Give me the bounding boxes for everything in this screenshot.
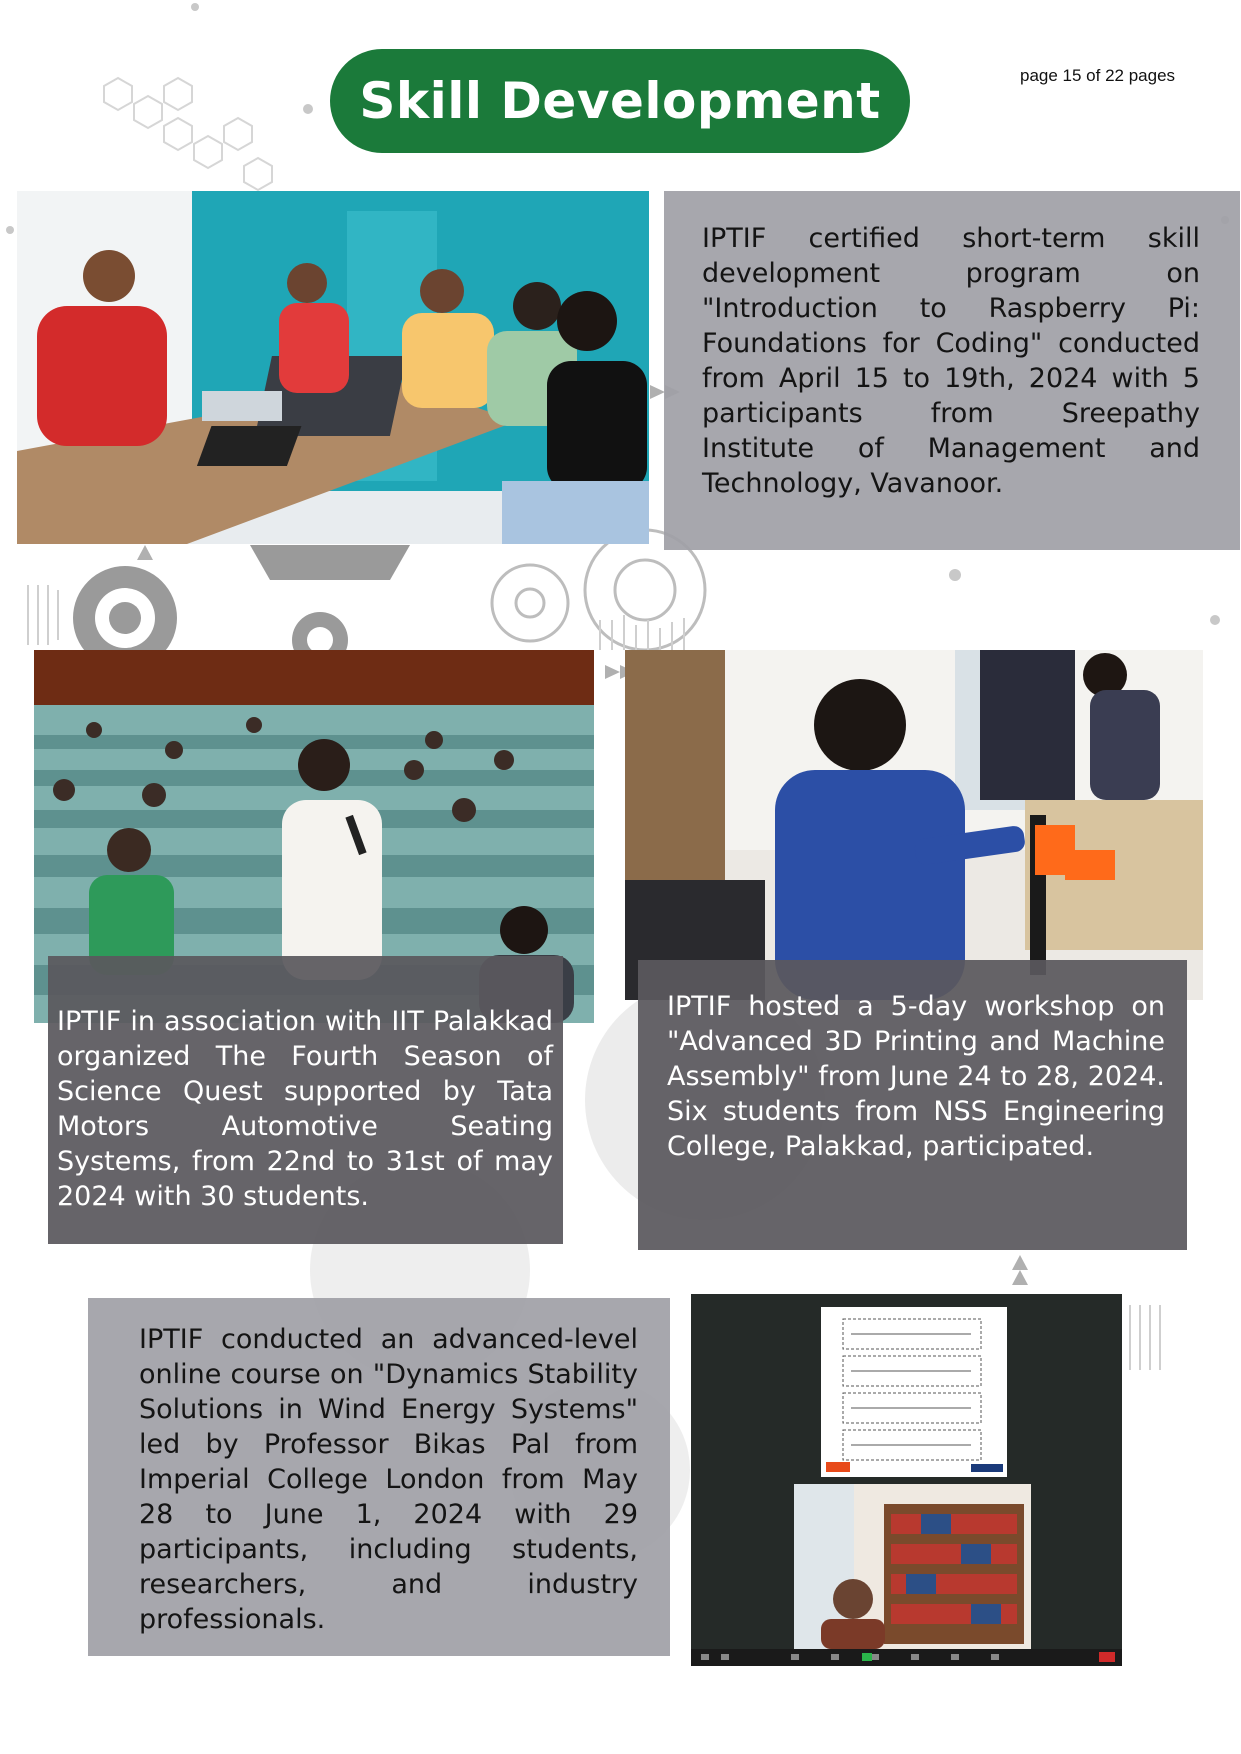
- hexagon-pattern-icon: [104, 78, 272, 190]
- raspberry-pi-description: IPTIF certified short-term skill development program on "Introduction to Raspberry Pi: Foundations for Coding" conducted from April 15 to 19th, 2024 with 5 participants from Sreepathy Institute of Management and Technology, Vavanoor.: [664, 191, 1240, 550]
- page-indicator: page 15 of 22 pages: [1020, 66, 1176, 85]
- workshop-table-photo: [17, 191, 649, 544]
- page-title: Skill Development: [330, 49, 910, 153]
- wind-energy-description: IPTIF conducted an advanced-level online course on "Dynamics Stability Solutions in Wind Energy Systems" led by Professor Bikas Pal from Imperial College London from May 28 to June 1, 2024 with 29 participants, including students, researchers, and industry professionals.: [88, 1298, 670, 1656]
- 3d-printing-description: IPTIF hosted a 5-day workshop on "Advanced 3D Printing and Machine Assembly" from June 24 to 28, 2024. Six students from NSS Engineering College, Palakkad, participated.: [638, 960, 1187, 1250]
- online-session-screenshot: [691, 1294, 1122, 1666]
- science-quest-description: IPTIF in association with IIT Palakkad organized The Fourth Season of Science Quest supported by Tata Motors Automotive Seating Systems, from 22nd to 31st of may 2024 with 30 students.: [48, 956, 563, 1244]
- machine-assembly-photo: [625, 650, 1203, 1000]
